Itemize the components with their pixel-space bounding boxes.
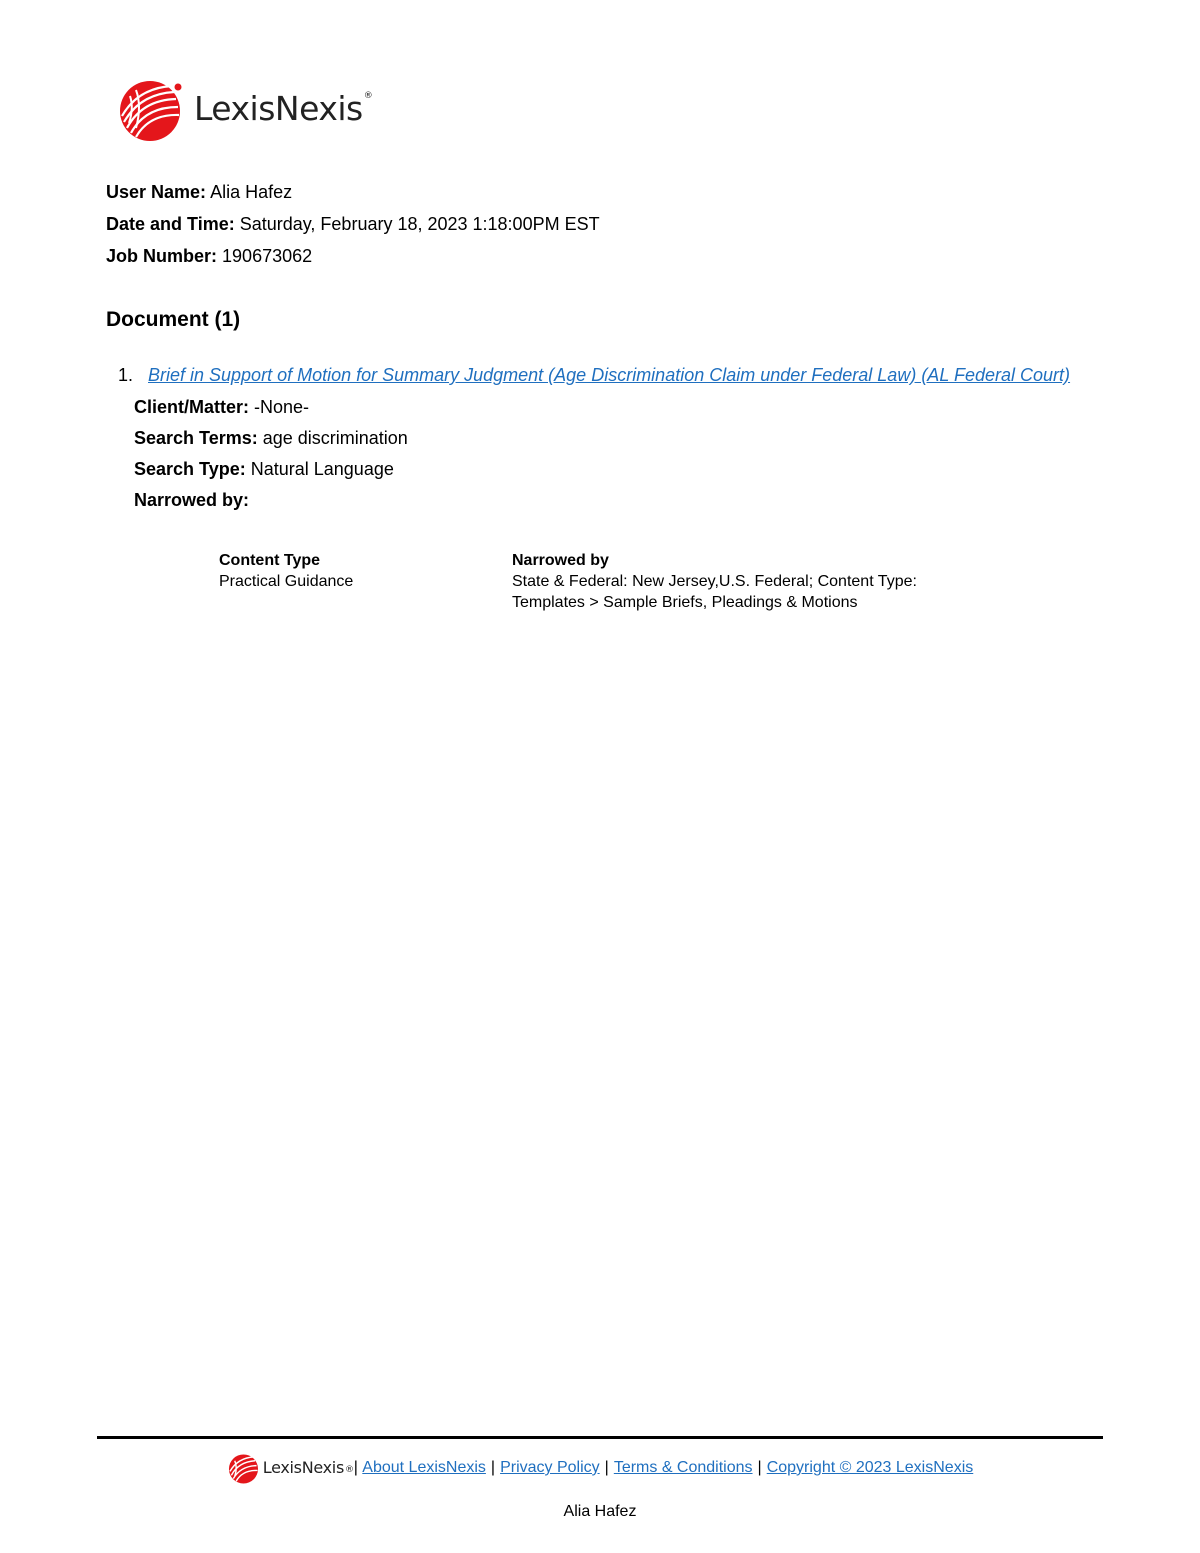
search-type-label: Search Type: [134,459,246,479]
documents-heading: Document (1) [106,308,241,331]
footer-separator: | [353,1459,358,1476]
client-matter-value: -None- [254,397,310,417]
lexisnexis-emblem-icon [227,1453,259,1484]
search-type-row [134,454,1103,485]
search-terms-row [134,423,1103,454]
document-item [118,360,1103,516]
job-meta [106,178,600,274]
logo-wordmark: LexisNexis® [194,88,373,128]
footer-logo-wordmark: LexisNexis® [262,1458,354,1477]
narrowed-table-cell: State & Federal: New Jersey,U.S. Federal; Content Type: [512,573,917,590]
about-lexisnexis-link[interactable]: About LexisNexis [362,1459,486,1476]
search-terms-label: Search Terms: [134,428,258,448]
user-name-row [106,178,600,210]
document-title-row [118,360,1103,390]
narrowed-table-col-content-type [219,550,499,592]
search-type-value: Natural Language [250,459,394,479]
date-time-value: Saturday, February 18, 2023 1:18:00PM EST [239,214,600,234]
user-name-value: Alia Hafez [210,182,293,202]
terms-conditions-link[interactable]: Terms & Conditions [613,1459,753,1476]
job-number-row [106,242,600,274]
narrowed-table-col-narrowed-by [512,550,992,613]
narrowed-table-cell: Practical Guidance [219,573,354,590]
copyright-link[interactable]: Copyright © 2023 LexisNexis [766,1459,974,1476]
narrowed-by-label: Narrowed by: [134,490,250,510]
narrowed-by-row [134,485,1103,516]
lexisnexis-emblem-icon [116,78,182,142]
page-footer [0,1452,1200,1528]
document-title-link[interactable]: Brief in Support of Motion for Summary Judgment (Age Discrimination Claim under Federal Law) (AL Federal Court) [148,365,1071,385]
document-fields [134,392,1103,516]
date-time-label: Date and Time: [106,214,235,234]
footer-user-name: Alia Hafez [563,1502,637,1520]
footer-separator: | [604,1459,609,1476]
footer-links-line [227,1452,974,1484]
footer-logo [227,1452,354,1484]
lexisnexis-logo [116,78,372,142]
privacy-policy-link[interactable]: Privacy Policy [500,1459,600,1476]
client-matter-label: Client/Matter: [134,397,250,417]
job-number-value: 190673062 [222,246,313,266]
date-time-row [106,210,600,242]
job-number-label: Job Number: [106,246,218,266]
document-number: 1. [118,365,134,385]
narrowed-table-header: Content Type [219,552,321,569]
user-name-label: User Name: [106,182,207,202]
narrowed-table-cell: Templates > Sample Briefs, Pleadings & Motions [512,594,858,611]
narrowed-table-header: Narrowed by [512,552,609,569]
search-terms-value: age discrimination [262,428,408,448]
footer-separator: | [757,1459,762,1476]
client-matter-row [134,392,1103,423]
footer-separator: | [490,1459,496,1476]
footer-divider [97,1436,1103,1439]
